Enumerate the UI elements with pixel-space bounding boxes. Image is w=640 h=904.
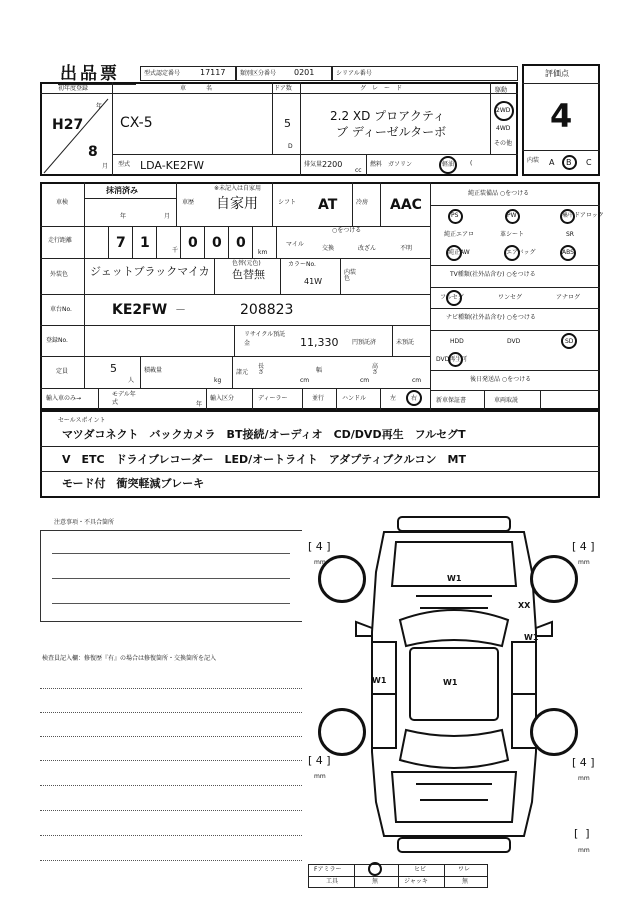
form-number: 17117: [200, 68, 226, 77]
inspection-year: 年: [120, 213, 127, 220]
tread-unit: mm: [314, 559, 326, 566]
recycle-unit: 円預託済: [352, 339, 377, 346]
selling-point-line: V ETC ドライブレコーダー LED/オートライト アダプティブクルコン MT: [62, 453, 466, 466]
handle-left: 左: [390, 395, 397, 402]
color-number: 41W: [304, 277, 323, 286]
dealer: ディーラー: [258, 395, 288, 402]
footer-mirror-label: Fアミラー: [314, 866, 342, 873]
drive-other: その他: [494, 140, 513, 147]
meter-swap: 交換: [322, 245, 335, 252]
interior-grade-c: C: [586, 158, 592, 167]
equipment-aw: 純正AW: [448, 249, 470, 256]
year-label: 初年度登録: [58, 85, 89, 92]
equipment-leather: 革シート: [500, 231, 525, 238]
selling-point-line: モード付 衝突軽減ブレーキ: [62, 477, 205, 490]
dims-unit: cm: [360, 377, 370, 384]
meter-tamper: 改ざん: [358, 245, 377, 252]
tread-value: 4: [579, 756, 587, 769]
tread-value: 4: [315, 754, 323, 767]
tread-spare: [ ]: [574, 827, 590, 840]
drive-label: 駆動: [495, 87, 508, 94]
footer-jack-value: 無: [462, 878, 469, 885]
damage-mark: XX: [518, 601, 531, 610]
color: ジェットブラックマイカ: [90, 265, 210, 278]
tread-unit: mm: [578, 775, 590, 782]
dims-unit: cm: [412, 377, 422, 384]
tread-unit: mm: [314, 773, 326, 780]
import-label: 輸入車のみ→: [46, 395, 82, 402]
mileage-digit: 0: [188, 235, 198, 251]
fuel-gas: ガソリン: [388, 161, 413, 168]
width-label: 幅: [316, 367, 323, 374]
grade-label: グレード: [360, 85, 409, 92]
equipment-pw: PW: [507, 212, 517, 219]
equipment-ps: PS: [451, 212, 459, 219]
doors-unit: D: [288, 143, 293, 150]
height-label: 高さ: [372, 363, 379, 376]
meter-note: ○をつける: [332, 227, 362, 234]
tread-rear-left: [ 4 ]: [308, 754, 331, 767]
doors-label: ドア数: [274, 85, 292, 92]
shift: AT: [318, 197, 338, 213]
color-swap-label: 色替(元色): [232, 260, 261, 267]
registration-label: 登録No.: [46, 337, 68, 344]
drive-2wd: 2WD: [496, 107, 511, 114]
capacity: 5: [110, 362, 117, 375]
history-note: ※未記入は自家用: [214, 185, 262, 192]
class-number-label: 類別区分番号: [240, 70, 277, 77]
parallel: 並行: [312, 395, 325, 402]
equipment-sr: SR: [566, 231, 574, 238]
history: 自家用: [216, 196, 258, 212]
model-label: 型式: [118, 161, 131, 168]
month: 8: [88, 144, 98, 160]
later-manual: 車両取説: [494, 397, 519, 404]
interior-grade-a: A: [549, 158, 555, 167]
shift-label: シフト: [278, 199, 297, 206]
caution-label: 注意事項・不具合箇所: [54, 519, 115, 526]
mileage-digit: 0: [212, 235, 222, 251]
year-era: H27: [52, 117, 84, 133]
mileage-thousand: 千: [172, 247, 179, 254]
tv-oneseg: ワンセグ: [498, 294, 523, 301]
handle-right: 右: [411, 395, 418, 402]
fuel-diesel: 軽油: [442, 161, 455, 168]
displacement-unit: cc: [355, 167, 362, 174]
inspection-label: 車検: [56, 199, 69, 206]
title: 出品票: [60, 64, 120, 84]
tread-front-right: [ 4 ]: [572, 540, 595, 553]
damage-mark: W1: [372, 676, 387, 685]
meter-unknown: 不明: [400, 245, 413, 252]
damage-mark: W1: [443, 678, 458, 687]
recycle-status: 未預託: [396, 339, 415, 346]
history-label: 車歴: [182, 199, 195, 206]
inspection-month: 月: [164, 213, 171, 220]
ac-label: 冷房: [356, 199, 369, 206]
score-label: 評価点: [545, 69, 569, 78]
name-label: 車名: [180, 85, 233, 92]
fuel-label: 燃料: [370, 161, 383, 168]
displacement-label: 排気量: [304, 161, 323, 168]
chassis-label: 車台No.: [50, 306, 72, 313]
equipment-central-lock: 集中ドアロック: [562, 212, 604, 219]
damage-mark: W1: [524, 633, 539, 642]
equipment-title: 純正装備品 ○をつける: [468, 190, 530, 197]
tread-rear-right: [ 4 ]: [572, 756, 595, 769]
caution-bracket: [40, 530, 302, 622]
model: LDA-KE2FW: [140, 159, 205, 172]
later-warranty: 新車保証書: [436, 397, 467, 404]
drive-4wd: 4WD: [496, 125, 511, 132]
tread-value: 4: [579, 540, 587, 553]
footer-tools-value: 無: [372, 878, 379, 885]
interior-grade-b: B: [566, 158, 572, 167]
serial-label: シリアル番号: [336, 70, 372, 77]
tv-analog: アナログ: [556, 294, 581, 301]
class-number: 0201: [294, 68, 315, 77]
wheel-front-right: [530, 555, 578, 603]
tread-unit: mm: [578, 847, 590, 854]
dims-unit: cm: [300, 377, 310, 384]
recycle-label: リサイクル預託金: [244, 331, 286, 347]
mileage-label: 走行距離: [48, 237, 73, 244]
form-number-label: 型式認定番号: [144, 70, 181, 77]
mileage-unit: km: [258, 249, 268, 256]
selling-point-line: マツダコネクト バックカメラ BT接続/オーディオ CD/DVD再生 フルセグT: [62, 428, 466, 441]
footer-tools-label: 工具: [326, 878, 339, 885]
navi-dvd: DVD: [507, 338, 521, 345]
chassis-dash: －: [175, 303, 186, 316]
doors: 5: [284, 117, 291, 130]
import-class-label: 輸入区分: [210, 395, 235, 402]
month-unit: 月: [102, 163, 109, 170]
later-title: 後日発送品 ○をつける: [470, 376, 532, 383]
navi-hdd: HDD: [450, 338, 464, 345]
model-year-unit: 年: [196, 401, 203, 408]
interior-label: 内装: [527, 157, 540, 164]
car-name: CX-5: [120, 115, 153, 131]
tread-value: 4: [315, 540, 323, 553]
equipment-airbag: エアバッグ: [506, 249, 536, 256]
dims-label: 諸元: [236, 369, 249, 376]
mileage-digit: 0: [236, 235, 246, 251]
handle-label: ハンドル: [342, 395, 367, 402]
tread-front-left: [ 4 ]: [308, 540, 331, 553]
footer-break-label: ワレ: [458, 866, 471, 873]
mile-label: マイル: [286, 241, 304, 248]
tread-unit: mm: [578, 559, 590, 566]
chassis-prefix: KE2FW: [112, 302, 168, 318]
footer-crack-label: ヒビ: [414, 866, 427, 873]
footer-jack-label: ジャッキ: [404, 878, 428, 885]
displacement: 2200: [322, 160, 343, 169]
color-number-label: カラーNo.: [288, 261, 316, 268]
grade-line-2: ブ ディーゼルターボ: [336, 125, 447, 139]
tv-fullseg: フルセグ: [440, 294, 464, 301]
equipment-aero: 純正エアロ: [444, 231, 475, 238]
wheel-rear-left: [318, 708, 366, 756]
navi-dvd-playback: DVD再生可: [436, 356, 468, 363]
capacity-unit: 人: [128, 377, 135, 384]
mileage-digit: 1: [140, 235, 150, 251]
capacity-label: 定員: [56, 368, 69, 375]
ac: AAC: [390, 197, 422, 213]
chassis-number: 208823: [240, 302, 294, 318]
inspector-note-label: 検査員記入欄：修復歴『有』の場合は修復箇所・交換箇所を記入: [42, 655, 217, 662]
interior-color-label: 内装色: [344, 269, 357, 282]
fuel-paren: (: [470, 160, 473, 167]
circle-mark: [368, 862, 382, 876]
load-label: 積載量: [144, 367, 163, 374]
wheel-rear-right: [530, 708, 578, 756]
color-swap: 色替無: [232, 268, 265, 281]
inspection: 抹消済み: [106, 186, 138, 195]
color-label: 外装色: [50, 271, 69, 278]
selling-points-label: セールスポイント: [58, 417, 106, 424]
year-unit: 年: [96, 103, 103, 110]
tv-title: TV種類(社外品含む) ○をつける: [450, 271, 536, 278]
model-year-label: モデル年式: [112, 391, 136, 406]
navi-title: ナビ種類(社外品含む) ○をつける: [446, 314, 536, 321]
recycle: 11,330: [300, 336, 339, 349]
equipment-abs: ABS: [562, 249, 574, 256]
length-label: 長さ: [258, 363, 265, 376]
load-unit: kg: [214, 377, 222, 384]
damage-mark: W1: [447, 574, 462, 583]
mileage-digit: 7: [116, 235, 126, 251]
score-value: 4: [550, 97, 573, 135]
navi-sd: SD: [565, 338, 574, 345]
grade-line-1: 2.2 XD プロアクティ: [330, 109, 445, 123]
